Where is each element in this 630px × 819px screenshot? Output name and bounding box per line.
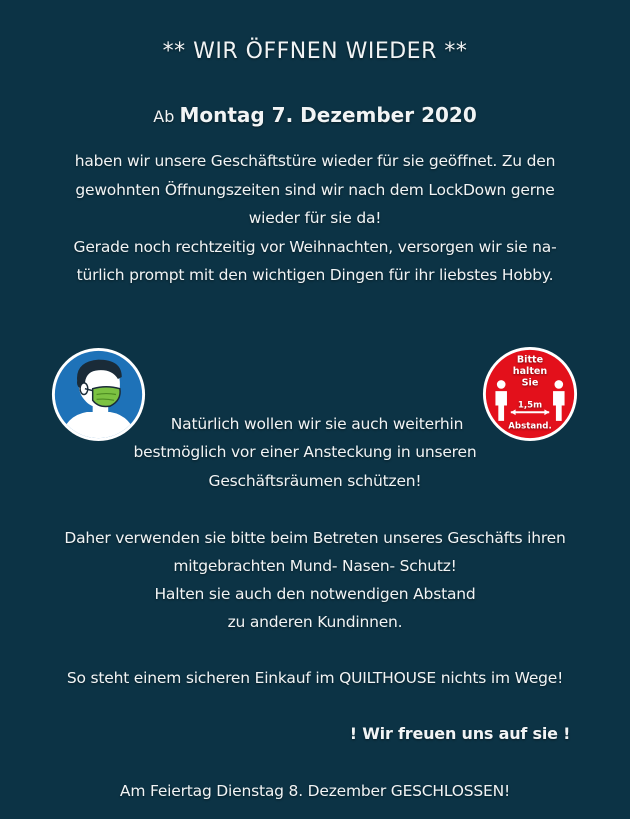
intro-line: türlich prompt mit den wichtigen Dingen für ihr liebstes Hobby. xyxy=(76,266,554,284)
sign-text-distance: 1,5m xyxy=(517,400,543,411)
protect-line: bestmöglich vor einer Ansteckung in unseren xyxy=(133,443,477,461)
protect-line: Geschäftsräumen schützen! xyxy=(208,472,422,490)
protect-line: Natürlich wollen wir sie auch weiterhin xyxy=(170,415,464,433)
page-title: ** WIR ÖFFNEN WIEDER ** xyxy=(162,39,468,64)
safe-shopping-text: So steht einem sicheren Einkauf im QUILTHOUSE nichts im Wege! xyxy=(66,669,564,687)
mask-request-line: Daher verwenden sie bitte beim Betreten unseres Geschäfts ihren xyxy=(64,529,566,547)
face-mask-icon xyxy=(50,346,147,443)
social-distance-sign-icon xyxy=(482,346,578,442)
mask-request-line: Halten sie auch den notwendigen Abstand xyxy=(154,585,476,603)
opening-date xyxy=(0,103,630,127)
intro-line: Gerade noch rechtzeitig vor Weihnachten, versorgen wir sie na- xyxy=(73,238,557,256)
intro-line: wieder für sie da! xyxy=(248,209,382,227)
sign-text-halten: halten xyxy=(512,365,548,377)
closing-text: ! Wir freuen uns auf sie ! xyxy=(349,724,571,743)
date-prefix: Ab xyxy=(153,107,175,126)
mask-request-line: mitgebrachten Mund- Nasen- Schutz! xyxy=(173,557,457,575)
intro-line: gewohnten Öffnungszeiten sind wir nach dem LockDown gerne xyxy=(75,181,555,199)
sign-text-bitte: Bitte xyxy=(516,354,544,366)
sign-text-sie: Sie xyxy=(521,377,539,389)
mask-request-line: zu anderen Kundinnen. xyxy=(227,613,403,631)
holiday-notice: Am Feiertag Dienstag 8. Dezember GESCHLOSSEN! xyxy=(119,782,511,800)
date-main: Montag 7. Dezember 2020 xyxy=(179,103,477,127)
sign-text-abstand: Abstand. xyxy=(508,421,552,432)
intro-line: haben wir unsere Geschäftstüre wieder für sie geöffnet. Zu den xyxy=(74,152,556,170)
